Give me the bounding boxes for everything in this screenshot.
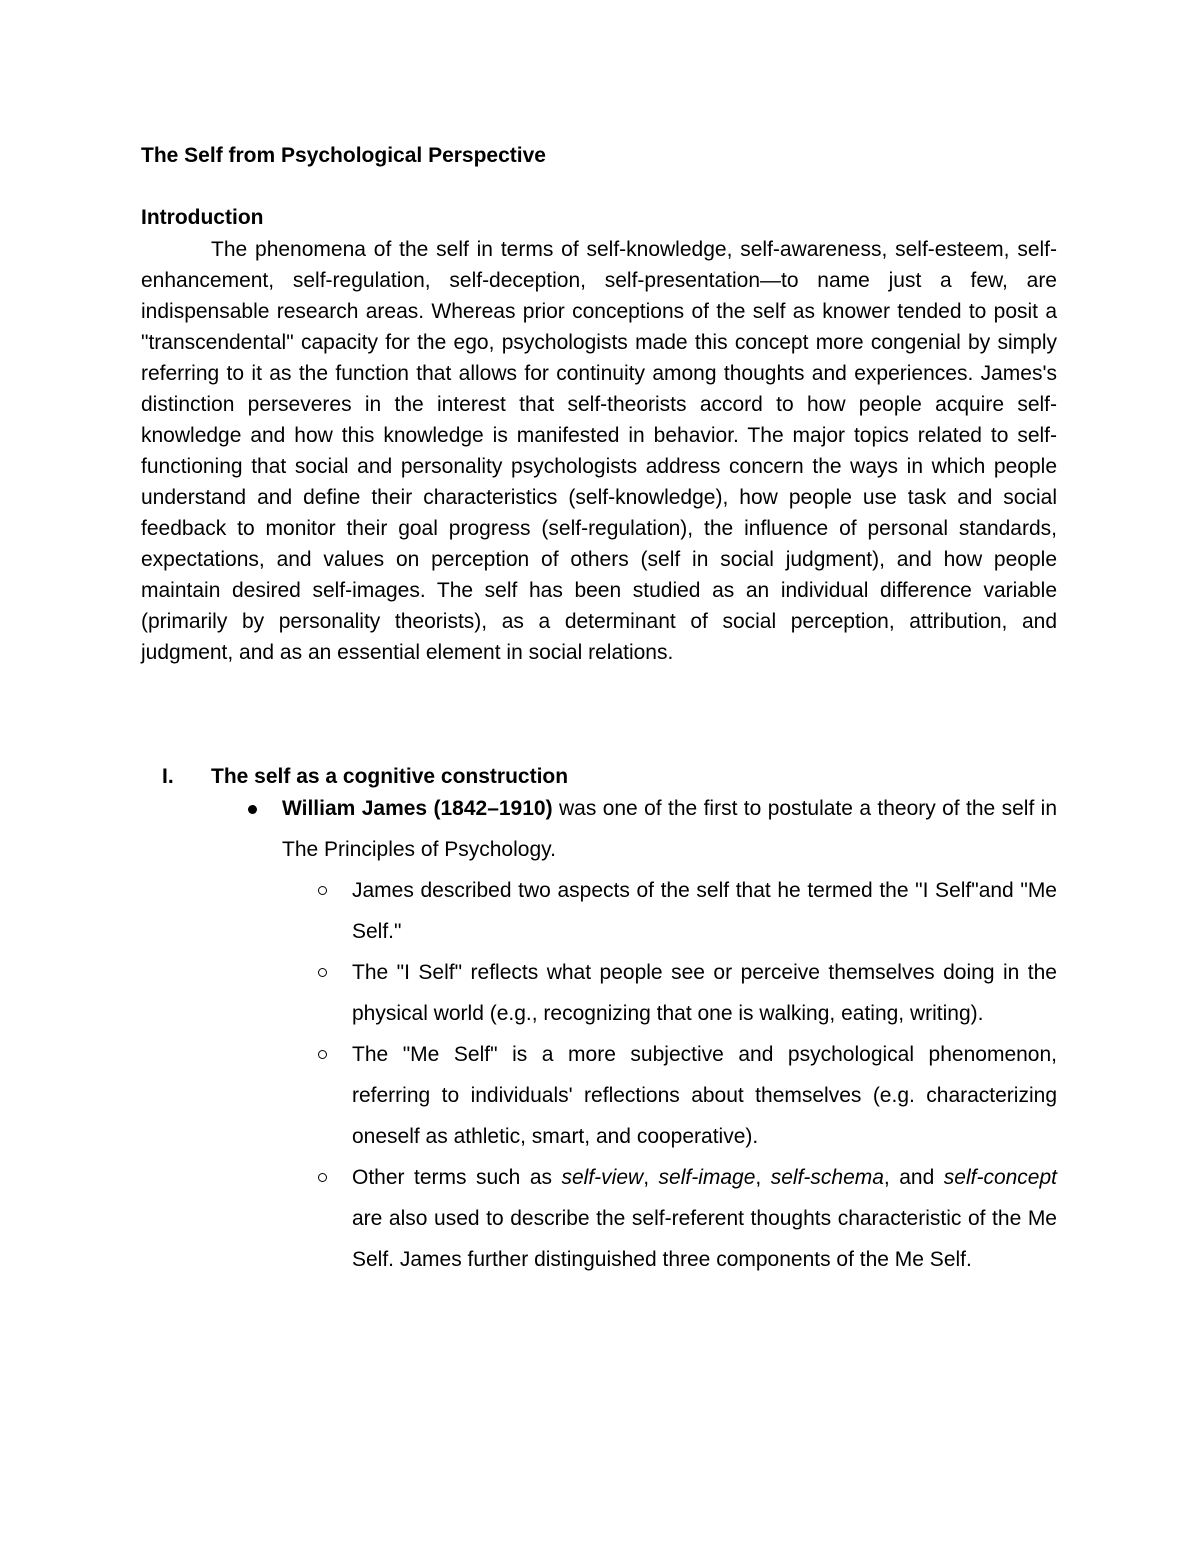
sub-list-item-text: James described two aspects of the self that he termed the "I Self"and "Me Self.": [352, 879, 1057, 943]
term-self-concept: self-concept: [943, 1166, 1057, 1189]
hollow-circle-bullet-icon: [318, 1050, 327, 1059]
william-james-name: William James (1842–1910): [282, 797, 553, 820]
hollow-circle-bullet-icon: [318, 968, 327, 977]
william-james-text: was one of the first to postulate a theory of the self in The Principles of Psychology.: [282, 797, 1058, 861]
introduction-heading: Introduction: [141, 206, 264, 229]
sub-list-item: [352, 870, 1057, 952]
sub-list-item-text: The "Me Self" is a more subjective and psychological phenomenon, referring to individuals' reflections about themselves (e.g. characterizing oneself as athletic, smart, and cooperative).: [352, 1043, 1057, 1148]
other-terms-text-5: are also used to describe the self-referent thoughts characteristic of the Me Self. James further distinguished three components of the Me Self.: [352, 1207, 1057, 1271]
term-self-schema: self-schema: [770, 1166, 884, 1189]
section-heading-text: The self as a cognitive construction: [211, 765, 569, 788]
term-self-view: self-view: [561, 1166, 644, 1189]
list-item-william-james: [282, 788, 1057, 870]
hollow-circle-bullet-icon: [318, 886, 327, 895]
sub-list: [352, 870, 1057, 1280]
bullet-dot-icon: [248, 805, 257, 814]
sub-list-item: [352, 1157, 1057, 1280]
term-self-image: self-image: [658, 1166, 756, 1189]
other-terms-text-2: ,: [643, 1166, 659, 1189]
other-terms-text-1: Other terms such as: [352, 1166, 562, 1189]
introduction-paragraph: The phenomena of the self in terms of self-knowledge, self-awareness, self-esteem, self-enhancement, self-regulation, self-deception, self-presentation—to name just a few, are indispensable research areas. Whereas prior conceptions of the self as knower tended to posit a "transcendental" capacity for the ego, psychologists made this concept more congenial by simply referring to it as the function that allows for continuity among thoughts and experiences. James's distinction perseveres in the interest that self-theorists accord to how people acquire self-knowledge and how this knowledge is manifested in behavior. The major topics related to self-functioning that social and personality psychologists address concern the ways in which people understand and define their characteristics (self-knowledge), how people use task and social feedback to monitor their goal progress (self-regulation), the influence of personal standards, expectations, and values on perception of others (self in social judgment), and how people maintain desired self-images. The self has been studied as an individual difference variable (primarily by personality theorists), as a determinant of social perception, attribution, and judgment, and as an essential element in social relations.: [141, 238, 1057, 664]
section-cognitive-construction: [141, 762, 1057, 1280]
sub-list-item: [352, 952, 1057, 1034]
section-numeral: I.: [162, 765, 174, 788]
sub-list-item: [352, 1034, 1057, 1157]
hollow-circle-bullet-icon: [318, 1173, 327, 1182]
sub-list-item-text: The "I Self" reflects what people see or perceive themselves doing in the physical world (e.g., recognizing that one is walking, eating, writing).: [352, 961, 1057, 1025]
other-terms-text-4: , and: [883, 1166, 944, 1189]
other-terms-text-3: ,: [755, 1166, 771, 1189]
document-title: The Self from Psychological Perspective: [141, 144, 546, 167]
